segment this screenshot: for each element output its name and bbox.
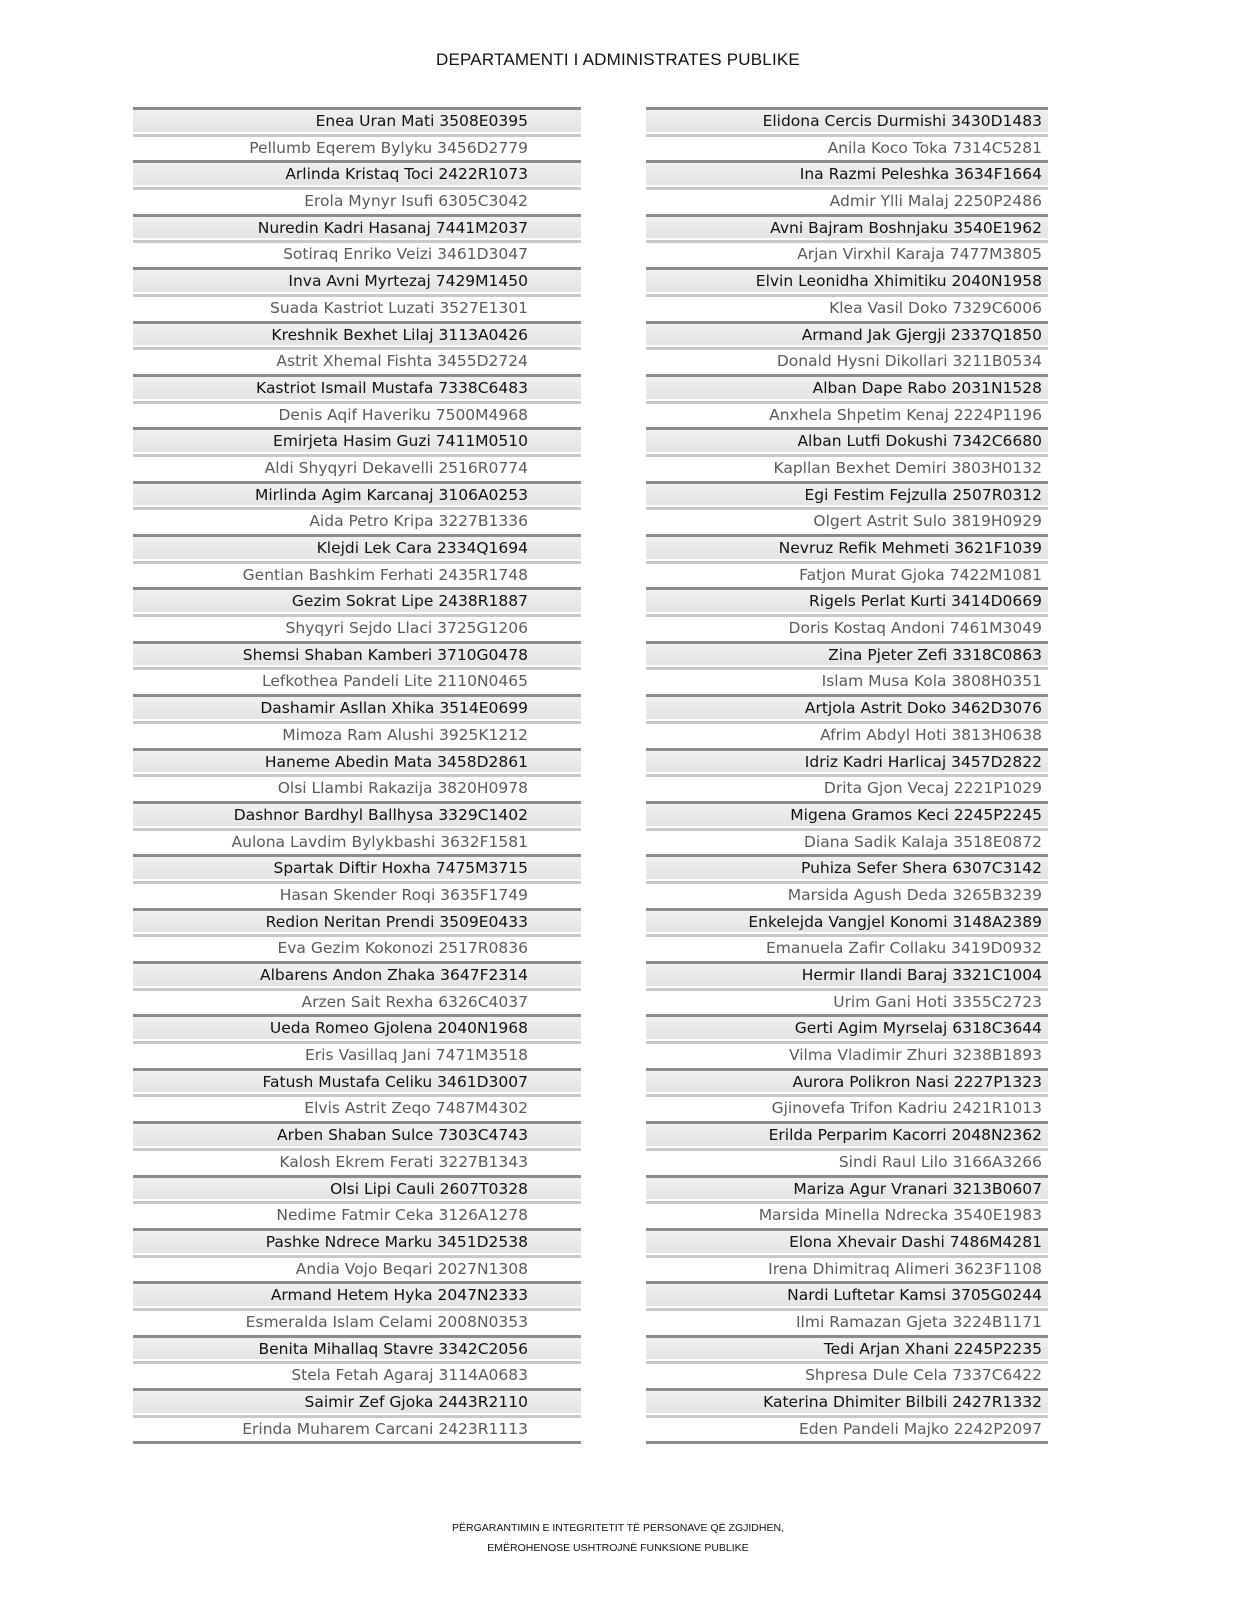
list-item: Elvis Astrit Zeqo 7487M4302 (133, 1094, 581, 1119)
list-item: Inva Avni Myrtezaj 7429M1450 (133, 267, 581, 292)
list-item: Arlinda Kristaq Toci 2422R1073 (133, 160, 581, 185)
list-item: Sotiraq Enriko Veizi 3461D3047 (133, 240, 581, 265)
column-end-rule (646, 1441, 1048, 1444)
list-item: Erinda Muharem Carcani 2423R1113 (133, 1415, 581, 1440)
list-item: Marsida Minella Ndrecka 3540E1983 (646, 1201, 1048, 1226)
footer-line-2: EMËROHENOSE USHTROJNË FUNKSIONE PUBLIKE (487, 1542, 749, 1554)
list-item: Pellumb Eqerem Bylyku 3456D2779 (133, 134, 581, 159)
list-item: Saimir Zef Gjoka 2443R2110 (133, 1388, 581, 1413)
list-item: Doris Kostaq Andoni 7461M3049 (646, 614, 1048, 639)
list-item: Anxhela Shpetim Kenaj 2224P1196 (646, 401, 1048, 426)
list-item: Admir Ylli Malaj 2250P2486 (646, 187, 1048, 212)
list-item: Gjinovefa Trifon Kadriu 2421R1013 (646, 1094, 1048, 1119)
list-item: Urim Gani Hoti 3355C2723 (646, 988, 1048, 1013)
list-item: Shyqyri Sejdo Llaci 3725G1206 (133, 614, 581, 639)
list-item: Erilda Perparim Kacorri 2048N2362 (646, 1121, 1048, 1146)
list-item: Benita Mihallaq Stavre 3342C2056 (133, 1335, 581, 1360)
list-item: Egi Festim Fejzulla 2507R0312 (646, 481, 1048, 506)
list-item: Katerina Dhimiter Bilbili 2427R1332 (646, 1388, 1048, 1413)
list-item: Anila Koco Toka 7314C5281 (646, 134, 1048, 159)
list-item: Lefkothea Pandeli Lite 2110N0465 (133, 667, 581, 692)
list-item: Eva Gezim Kokonozi 2517R0836 (133, 934, 581, 959)
list-item: Kreshnik Bexhet Lilaj 3113A0426 (133, 321, 581, 346)
list-item: Arben Shaban Sulce 7303C4743 (133, 1121, 581, 1146)
list-item: Haneme Abedin Mata 3458D2861 (133, 748, 581, 773)
list-item: Donald Hysni Dikollari 3211B0534 (646, 347, 1048, 372)
list-item: Erola Mynyr Isufi 6305C3042 (133, 187, 581, 212)
list-item: Kastriot Ismail Mustafa 7338C6483 (133, 374, 581, 399)
list-item: Emanuela Zafir Collaku 3419D0932 (646, 934, 1048, 959)
list-item: Islam Musa Kola 3808H0351 (646, 667, 1048, 692)
list-item: Ilmi Ramazan Gjeta 3224B1171 (646, 1308, 1048, 1333)
list-item: Klea Vasil Doko 7329C6006 (646, 294, 1048, 319)
list-item: Zina Pjeter Zefi 3318C0863 (646, 641, 1048, 666)
list-item: Armand Hetem Hyka 2047N2333 (133, 1281, 581, 1306)
list-item: Irena Dhimitraq Alimeri 3623F1108 (646, 1255, 1048, 1280)
list-item: Nuredin Kadri Hasanaj 7441M2037 (133, 214, 581, 239)
list-item: Alban Dape Rabo 2031N1528 (646, 374, 1048, 399)
list-item: Drita Gjon Vecaj 2221P1029 (646, 774, 1048, 799)
list-item: Vilma Vladimir Zhuri 3238B1893 (646, 1041, 1048, 1066)
list-item: Hermir Ilandi Baraj 3321C1004 (646, 961, 1048, 986)
list-item: Ina Razmi Peleshka 3634F1664 (646, 160, 1048, 185)
list-item: Puhiza Sefer Shera 6307C3142 (646, 854, 1048, 879)
list-item: Mirlinda Agim Karcanaj 3106A0253 (133, 481, 581, 506)
list-item: Nardi Luftetar Kamsi 3705G0244 (646, 1281, 1048, 1306)
list-item: Marsida Agush Deda 3265B3239 (646, 881, 1048, 906)
list-item: Sindi Raul Lilo 3166A3266 (646, 1148, 1048, 1173)
list-item: Eden Pandeli Majko 2242P2097 (646, 1415, 1048, 1440)
document-footer (0, 1518, 1236, 1558)
list-item: Gerti Agim Myrselaj 6318C3644 (646, 1014, 1048, 1039)
right-name-column (646, 107, 1048, 1444)
list-item: Alban Lutfi Dokushi 7342C6680 (646, 427, 1048, 452)
list-item: Rigels Perlat Kurti 3414D0669 (646, 587, 1048, 612)
list-item: Dashamir Asllan Xhika 3514E0699 (133, 694, 581, 719)
list-item: Olsi Llambi Rakazija 3820H0978 (133, 774, 581, 799)
list-item: Eris Vasillaq Jani 7471M3518 (133, 1041, 581, 1066)
list-item: Avni Bajram Boshnjaku 3540E1962 (646, 214, 1048, 239)
left-name-column (133, 107, 581, 1444)
list-item: Olsi Lipi Cauli 2607T0328 (133, 1175, 581, 1200)
list-item: Fatjon Murat Gjoka 7422M1081 (646, 561, 1048, 586)
list-item: Shemsi Shaban Kamberi 3710G0478 (133, 641, 581, 666)
list-item: Mimoza Ram Alushi 3925K1212 (133, 721, 581, 746)
footer-line-1: PËRGARANTIMIN E INTEGRITETIT TË PERSONAVE QË ZGJIDHEN, (452, 1522, 784, 1534)
list-item: Stela Fetah Agaraj 3114A0683 (133, 1361, 581, 1386)
list-item: Afrim Abdyl Hoti 3813H0638 (646, 721, 1048, 746)
list-item: Dashnor Bardhyl Ballhysa 3329C1402 (133, 801, 581, 826)
list-item: Esmeralda Islam Celami 2008N0353 (133, 1308, 581, 1333)
list-item: Gezim Sokrat Lipe 2438R1887 (133, 587, 581, 612)
column-end-rule (133, 1441, 581, 1444)
list-item: Astrit Xhemal Fishta 3455D2724 (133, 347, 581, 372)
list-item: Hasan Skender Roqi 3635F1749 (133, 881, 581, 906)
list-item: Kapllan Bexhet Demiri 3803H0132 (646, 454, 1048, 479)
list-item: Nevruz Refik Mehmeti 3621F1039 (646, 534, 1048, 559)
list-item: Aldi Shyqyri Dekavelli 2516R0774 (133, 454, 581, 479)
list-item: Andia Vojo Beqari 2027N1308 (133, 1255, 581, 1280)
list-item: Aida Petro Kripa 3227B1336 (133, 507, 581, 532)
list-item: Pashke Ndrece Marku 3451D2538 (133, 1228, 581, 1253)
list-item: Enkelejda Vangjel Konomi 3148A2389 (646, 908, 1048, 933)
list-item: Suada Kastriot Luzati 3527E1301 (133, 294, 581, 319)
list-item: Klejdi Lek Cara 2334Q1694 (133, 534, 581, 559)
list-item: Ueda Romeo Gjolena 2040N1968 (133, 1014, 581, 1039)
list-item: Idriz Kadri Harlicaj 3457D2822 (646, 748, 1048, 773)
list-item: Tedi Arjan Xhani 2245P2235 (646, 1335, 1048, 1360)
list-item: Arzen Sait Rexha 6326C4037 (133, 988, 581, 1013)
list-item: Migena Gramos Keci 2245P2245 (646, 801, 1048, 826)
list-item: Elidona Cercis Durmishi 3430D1483 (646, 107, 1048, 132)
list-item: Fatush Mustafa Celiku 3461D3007 (133, 1068, 581, 1093)
list-item: Arjan Virxhil Karaja 7477M3805 (646, 240, 1048, 265)
list-item: Elvin Leonidha Xhimitiku 2040N1958 (646, 267, 1048, 292)
list-item: Olgert Astrit Sulo 3819H0929 (646, 507, 1048, 532)
list-item: Gentian Bashkim Ferhati 2435R1748 (133, 561, 581, 586)
list-item: Elona Xhevair Dashi 7486M4281 (646, 1228, 1048, 1253)
list-item: Shpresa Dule Cela 7337C6422 (646, 1361, 1048, 1386)
list-item: Nedime Fatmir Ceka 3126A1278 (133, 1201, 581, 1226)
list-item: Artjola Astrit Doko 3462D3076 (646, 694, 1048, 719)
list-item: Denis Aqif Haveriku 7500M4968 (133, 401, 581, 426)
page-title: DEPARTAMENTI I ADMINISTRATES PUBLIKE (436, 50, 800, 69)
list-item: Mariza Agur Vranari 3213B0607 (646, 1175, 1048, 1200)
list-item: Enea Uran Mati 3508E0395 (133, 107, 581, 132)
list-item: Emirjeta Hasim Guzi 7411M0510 (133, 427, 581, 452)
list-item: Albarens Andon Zhaka 3647F2314 (133, 961, 581, 986)
list-item: Redion Neritan Prendi 3509E0433 (133, 908, 581, 933)
list-item: Armand Jak Gjergji 2337Q1850 (646, 321, 1048, 346)
list-item: Spartak Diftir Hoxha 7475M3715 (133, 854, 581, 879)
list-item: Kalosh Ekrem Ferati 3227B1343 (133, 1148, 581, 1173)
list-item: Aurora Polikron Nasi 2227P1323 (646, 1068, 1048, 1093)
list-item: Aulona Lavdim Bylykbashi 3632F1581 (133, 828, 581, 853)
list-item: Diana Sadik Kalaja 3518E0872 (646, 828, 1048, 853)
